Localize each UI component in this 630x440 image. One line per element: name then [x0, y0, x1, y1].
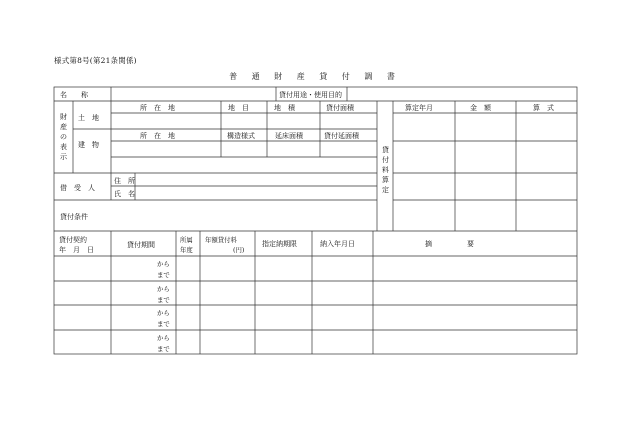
form-number: 様式第8号(第21条関係) [54, 56, 137, 65]
fee-header-amount: 金 額 [470, 104, 491, 112]
property-section-label-1: 財 [60, 113, 67, 121]
property-section-label-4: 表 [60, 143, 67, 151]
land-header-area: 地 積 [274, 104, 295, 112]
fee-calc-side-label-5: 定 [382, 186, 389, 194]
fee-calc-side-label-4: 算 [382, 176, 389, 184]
row-3-from: から [157, 309, 170, 317]
row-3-to: まで [157, 320, 170, 328]
row-4-to: まで [157, 345, 170, 353]
row-2-from: から [157, 285, 170, 293]
form-title: 普 通 財 産 貸 付 調 書 [229, 72, 401, 81]
building-header-location: 所 在 地 [140, 132, 175, 140]
land-header-category: 地 目 [228, 104, 249, 112]
property-section-label-3: の [60, 133, 67, 141]
row-2-to: まで [157, 296, 170, 304]
land-header-lease-area: 貸付面積 [326, 104, 354, 112]
fee-header-date: 算定年月 [405, 104, 433, 112]
header-deadline: 指定納期限 [262, 240, 297, 248]
header-period: 貸付期間 [127, 241, 155, 249]
row-1-from: から [157, 260, 170, 268]
header-summary: 摘 要 [425, 240, 474, 248]
borrower-address-label: 住 所 [114, 177, 135, 185]
header-annual-fee-2: (円) [233, 246, 245, 254]
building-header-floor-area: 延床面積 [275, 132, 303, 140]
row-4-from: から [157, 334, 170, 342]
property-section-label-2: 産 [60, 123, 67, 131]
fee-calc-side-label-3: 料 [382, 166, 389, 174]
header-fiscal-1: 所属 [180, 236, 193, 244]
form-outer-border [54, 87, 577, 354]
purpose-value-cell[interactable] [348, 88, 576, 100]
building-label: 建 物 [78, 141, 99, 149]
fee-calc-side-label-1: 貸 [382, 146, 389, 154]
borrower-name-label: 氏 名 [114, 190, 135, 198]
fee-calc-side-label-2: 付 [382, 156, 389, 164]
fee-header-formula: 算 式 [533, 104, 554, 112]
header-contract-date-2: 年 月 日 [59, 246, 94, 254]
purpose-label: 貸付用途・使用目的 [279, 91, 342, 99]
building-header-lease-floor-area: 貸付延面積 [324, 132, 359, 140]
land-header-location: 所 在 地 [140, 104, 175, 112]
name-value-cell[interactable] [112, 88, 275, 100]
conditions-label: 貸付条件 [60, 213, 88, 221]
property-section-label-5: 示 [60, 153, 67, 161]
header-annual-fee-1: 年額貸付料 [205, 236, 237, 244]
row-1-to: まで [157, 271, 170, 279]
land-label: 土 地 [78, 114, 99, 122]
header-fiscal-2: 年度 [180, 246, 193, 254]
borrower-label: 借 受 人 [60, 184, 95, 192]
name-label: 名 称 [60, 91, 88, 99]
building-header-structure: 構造様式 [227, 132, 255, 140]
header-payment-date: 納入年月日 [320, 240, 355, 248]
header-contract-date-1: 貸付契約 [59, 236, 87, 244]
